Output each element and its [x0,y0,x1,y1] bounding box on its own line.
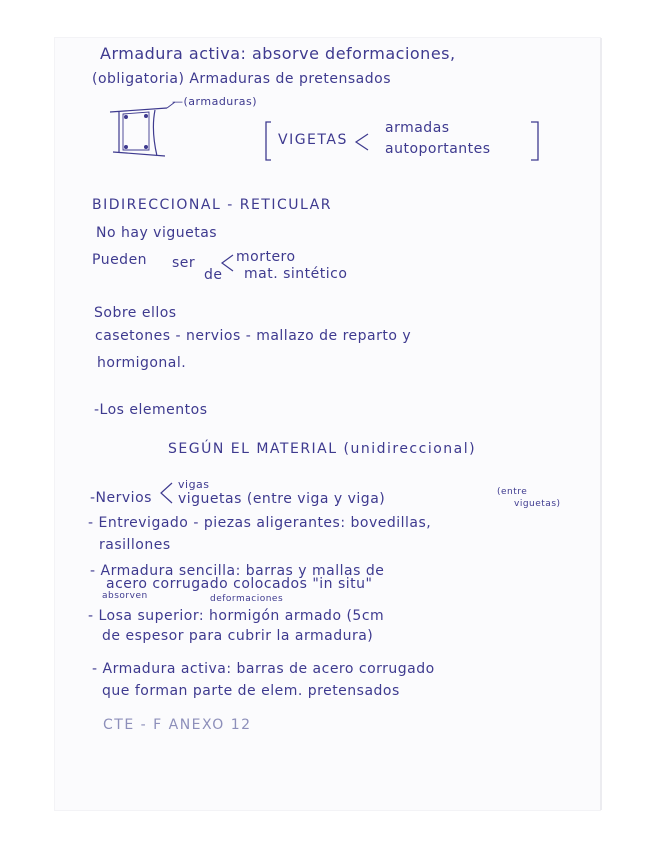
note-ser: ser [172,255,196,271]
note-armadura-activa-1: - Armadura activa: barras de acero corrugado [92,661,435,677]
note-rasillones: rasillones [99,537,171,553]
note-viguetas-entre: viguetas (entre viga y viga) [178,491,386,507]
note-armadura-activa-2: que forman parte de elem. pretensados [102,683,400,699]
note-entre-viguetas-2: viguetas) [514,499,561,509]
note-casetones-1: casetones - nervios - mallazo de reparto y [95,328,412,344]
note-absorven: absorven [102,591,148,601]
note-armadura-sencilla-1: - Armadura sencilla: barras y mallas de [90,563,385,579]
diagram-label-armaduras: —(armaduras) [172,95,258,108]
less-than-brace [219,253,235,273]
vigetas-label: VIGETAS [278,132,348,148]
note-losa-1: - Losa superior: hormigón armado (5cm [88,608,385,624]
note-armadura-sencilla-2: acero corrugado colocados "in situ" [106,576,373,592]
note-entre-viguetas-1: (entre [497,487,528,497]
note-no-hay-viguetas: No hay viguetas [96,225,218,241]
note-sobre-ellos: Sobre ellos [94,305,177,321]
note-losa-2: de espesor para cubrir la armadura) [102,628,374,644]
beam-sketch [105,100,175,162]
note-cte-anexo: CTE - F ANEXO 12 [103,717,252,733]
note-deformaciones: deformaciones [210,594,284,604]
note-nervios: -Nervios [90,490,152,506]
note-line-obligatoria: (obligatoria) Armaduras de pretensados [92,71,391,87]
nervios-brace [158,481,174,505]
vigetas-autoportantes: autoportantes [385,141,491,157]
note-casetones-2: hormigonal. [97,355,187,371]
note-de: de [204,267,223,283]
note-mortero: mortero [236,249,296,265]
note-pueden: Pueden [92,252,148,268]
note-mat-sintetico: mat. sintético [244,266,348,282]
note-los-elementos: -Los elementos [94,402,208,418]
note-entrevigado: - Entrevigado - piezas aligerantes: bovedillas, [88,515,432,531]
vigetas-armadas: armadas [385,120,450,136]
note-vigas: vigas [178,478,210,491]
heading-bidireccional: BIDIRECCIONAL - RETICULAR [92,197,332,213]
note-line-armadura-activa: Armadura activa: absorve deformaciones, [100,44,456,63]
heading-segun-material: SEGÚN EL MATERIAL (unidireccional) [168,441,477,457]
